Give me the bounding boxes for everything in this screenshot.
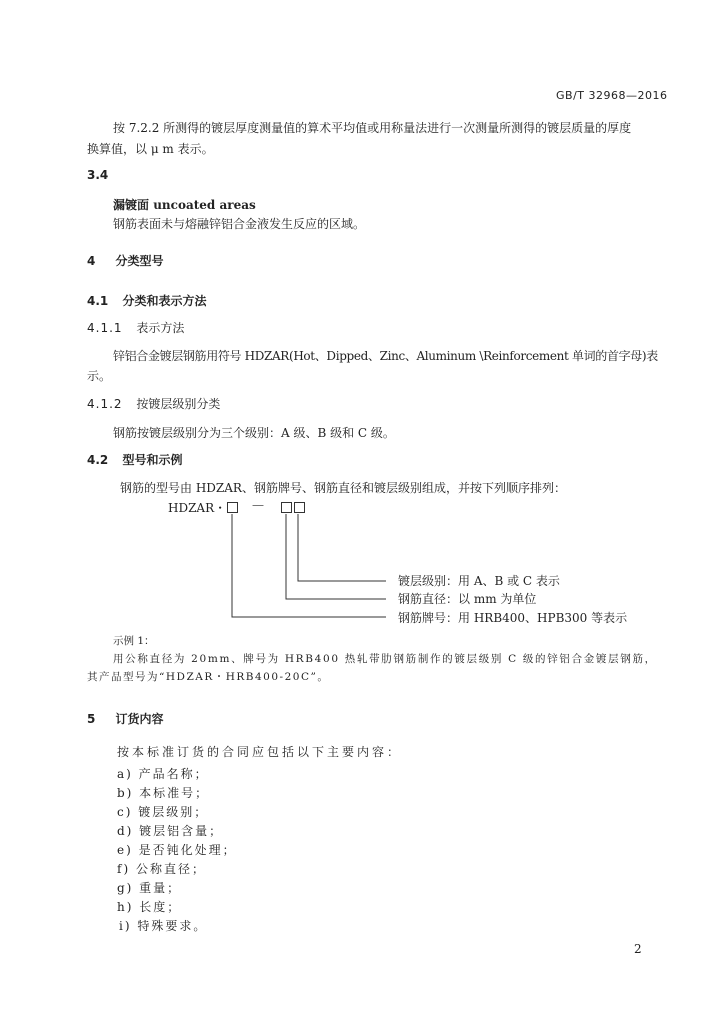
order-item: g) 重量； <box>117 881 182 895</box>
order-item: b) 本标准号； <box>117 786 210 800</box>
section-4-number: 4 <box>87 254 96 268</box>
intro-line-1: 按 7.2.2 所测得的镀层厚度测量值的算术平均值或用称量法进行一次测量所测得的镀层质量的厚度 <box>113 121 632 135</box>
order-item: i) 特殊要求。 <box>119 919 208 933</box>
section-5-intro: 按本标准订货的合同应包括以下主要内容： <box>117 745 403 759</box>
section-4-1-2-text: 钢筋按镀层级别分为三个级别：A 级、B 级和 C 级。 <box>113 426 395 440</box>
example-line-2: 其产品型号为“HDZAR・HRB400-20C”。 <box>87 671 330 683</box>
label-grade: 钢筋牌号：用 HRB400、HPB300 等表示 <box>398 611 628 625</box>
term-definition: 钢筋表面未与熔融锌铝合金液发生反应的区域。 <box>113 217 366 231</box>
order-item: e) 是否钝化处理； <box>117 843 237 857</box>
order-item: a) 产品名称； <box>117 767 209 781</box>
term-zh: 漏镀面 <box>113 198 150 212</box>
section-4-1-title: 分类和表示方法 <box>122 294 207 308</box>
example-line-1: 用公称直径为 20mm、牌号为 HRB400 热轧带肋钢筋制作的镀层级别 C 级的锌铝合金镀层钢筋， <box>113 653 657 665</box>
section-4-1-1-line-1: 锌铝合金镀层钢筋用符号 HDZAR(Hot、Dipped、Zinc、Aluminum \Reinforcement 单词的首字母)表 <box>113 349 658 363</box>
order-item: f) 公称直径； <box>117 862 206 876</box>
page-number: 2 <box>634 942 642 956</box>
section-5-heading <box>87 710 164 727</box>
leader-coating <box>298 514 386 581</box>
leader-grade <box>232 514 386 617</box>
order-item: h) 长度； <box>117 900 182 914</box>
section-4-title: 分类型号 <box>115 254 164 268</box>
label-diameter: 钢筋直径：以 mm 为单位 <box>398 592 537 606</box>
section-4-1-number: 4.1 <box>87 294 109 308</box>
designation-dash: — <box>252 498 264 512</box>
intro-line-2: 换算值，以 μ m 表示。 <box>87 142 214 156</box>
section-5-title: 订货内容 <box>115 712 164 726</box>
section-4-1-1-number: 4.1.1 <box>87 321 123 335</box>
label-coating-grade: 镀层级别：用 A、B 或 C 表示 <box>398 574 560 588</box>
section-4-2-number: 4.2 <box>87 453 109 467</box>
section-4-1-2-number: 4.1.2 <box>87 397 123 411</box>
order-item: d) 镀层铝含量； <box>117 824 224 838</box>
designation-prefix: HDZAR・ <box>168 501 227 515</box>
example-label: 示例 1： <box>113 635 155 647</box>
standard-number: GB/T 32968—2016 <box>556 89 668 102</box>
section-4-1-2-title: 按镀层级别分类 <box>136 397 221 411</box>
section-3-4-number: 3.4 <box>87 168 109 182</box>
term-en: uncoated areas <box>153 198 256 212</box>
section-5-number: 5 <box>87 712 96 726</box>
section-4-1-1-title: 表示方法 <box>136 321 185 335</box>
section-4-2-title: 型号和示例 <box>122 453 183 467</box>
section-4-1-1-line-2: 示。 <box>87 369 112 383</box>
order-item: c) 镀层级别； <box>117 805 209 819</box>
section-4-2-text: 钢筋的型号由 HDZAR、钢筋牌号、钢筋直径和镀层级别组成，并按下列顺序排列： <box>120 481 566 495</box>
leader-diameter <box>286 514 386 599</box>
